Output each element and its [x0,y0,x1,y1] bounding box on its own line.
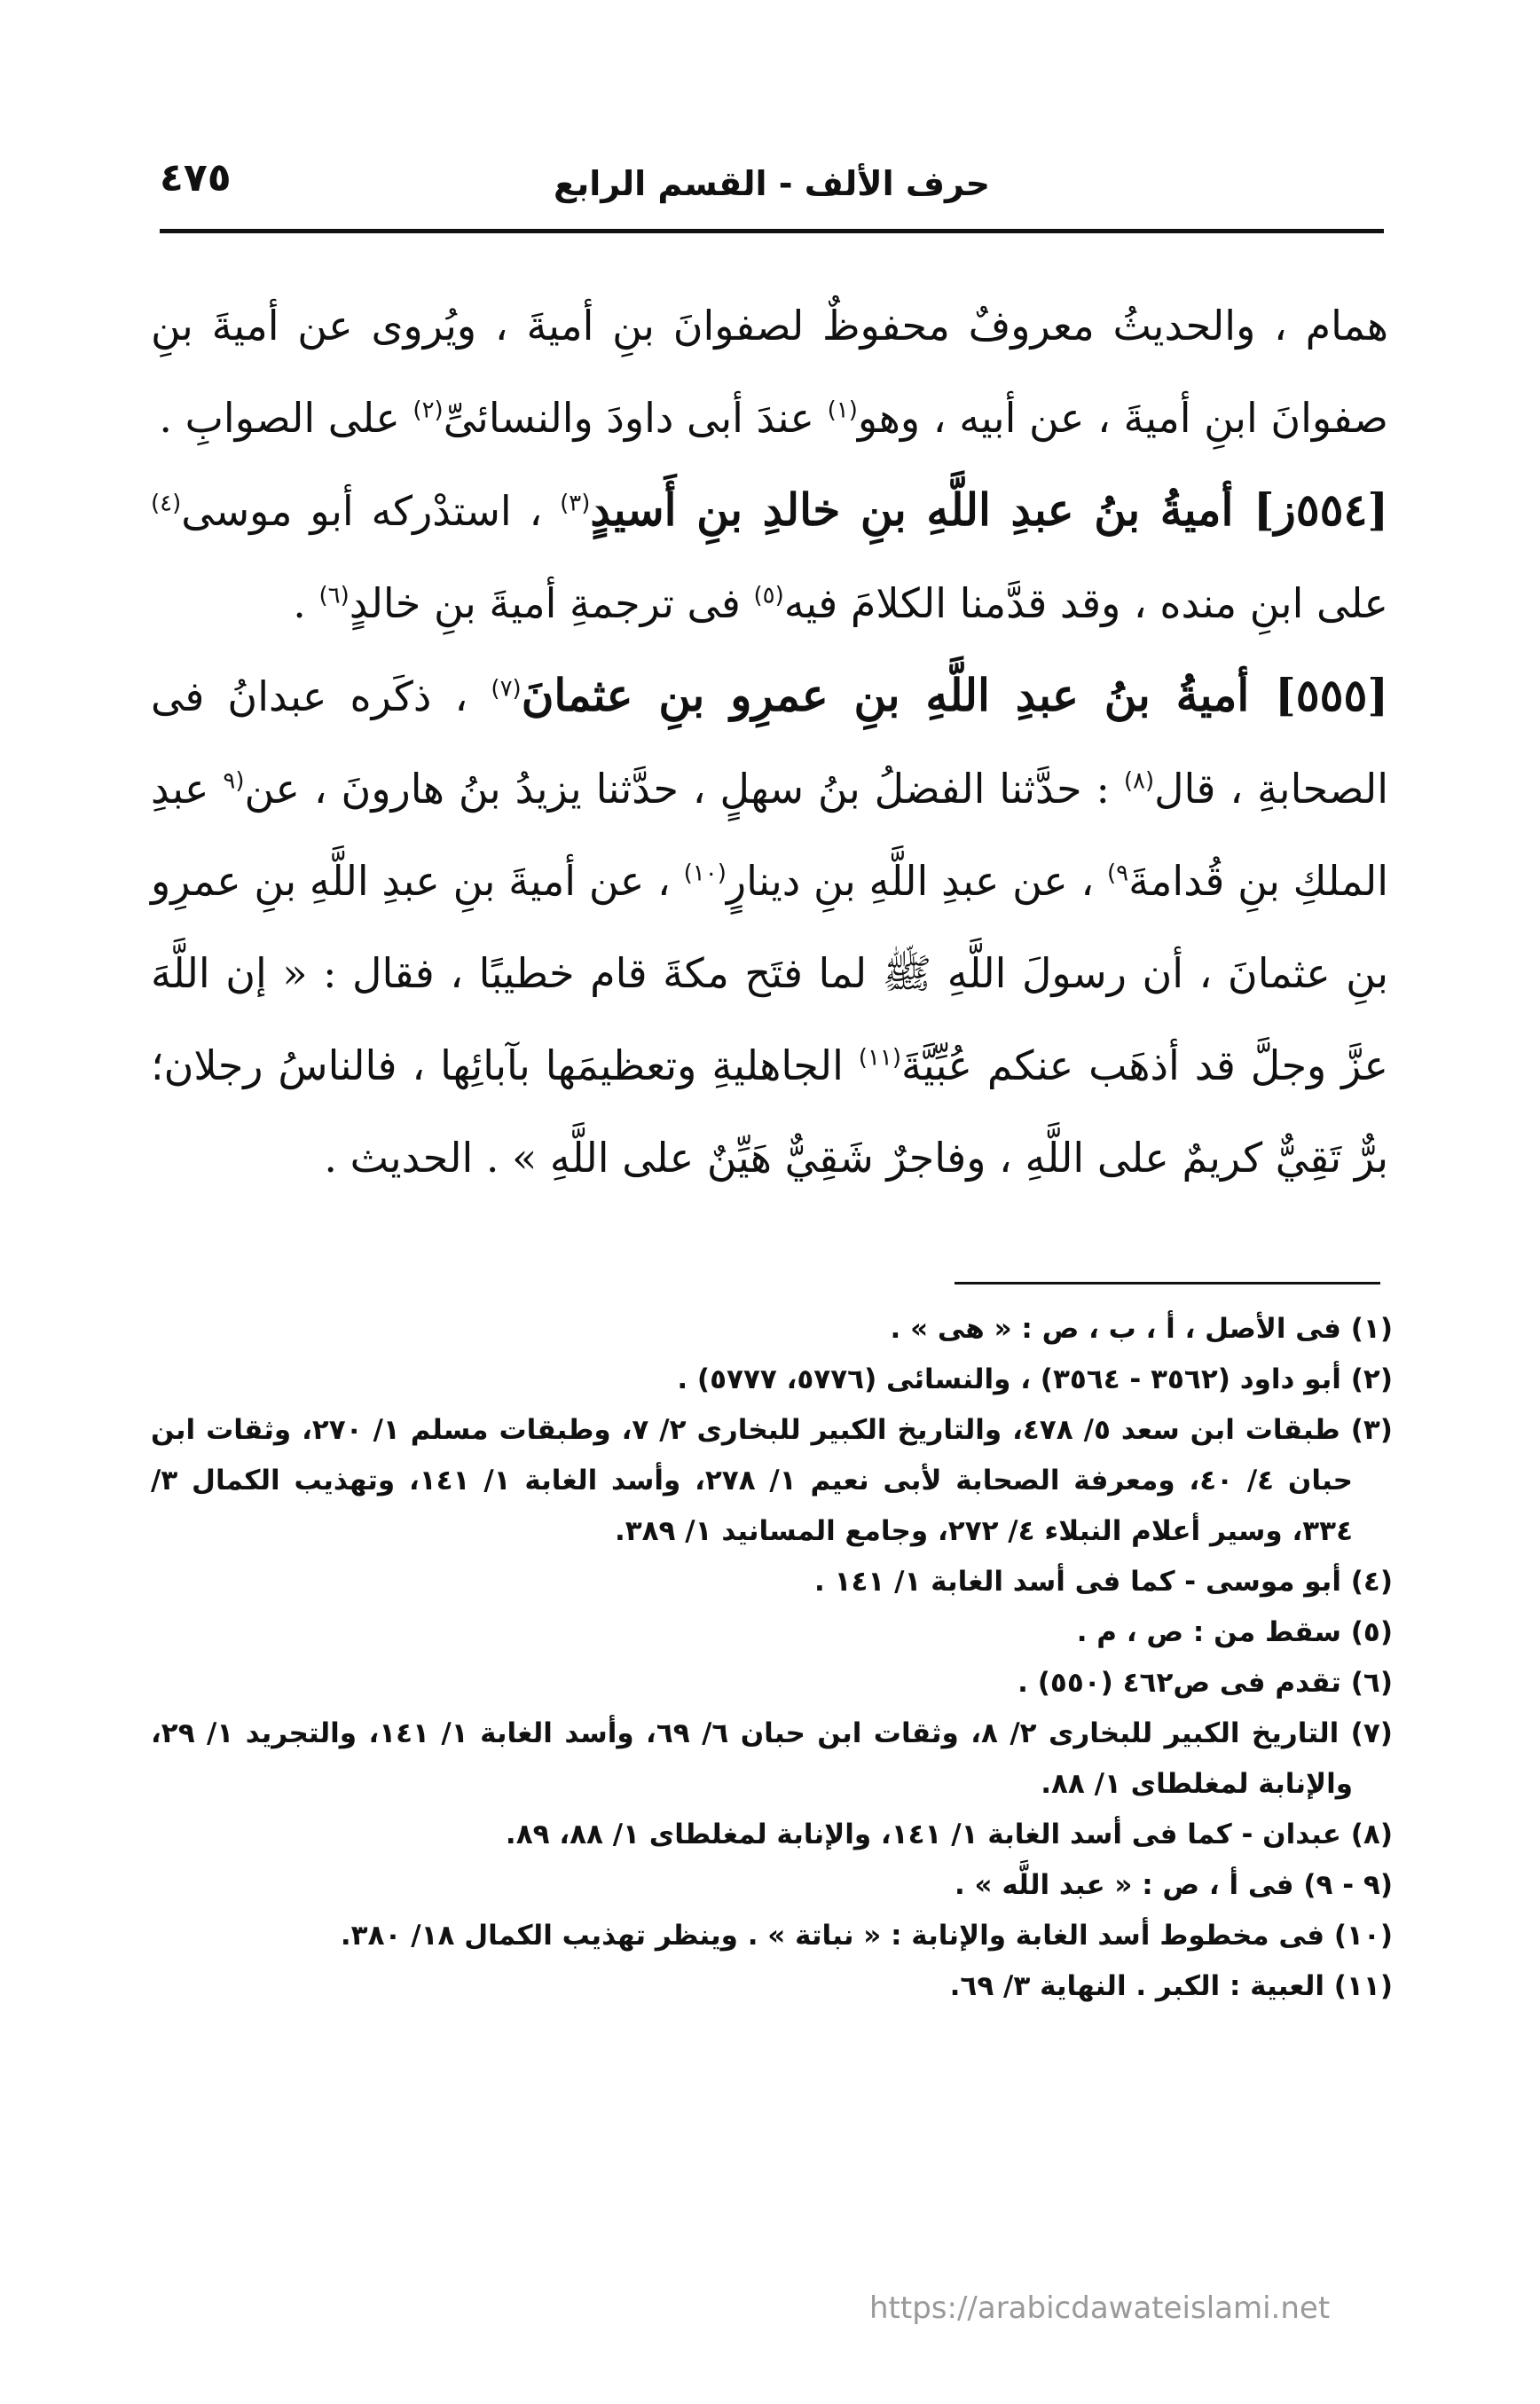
text-run: همام ، والحديثُ معروفٌ محفوظٌ لصفوانَ بنِ أميةَ ، ويُروى عن أميةَ بنِ صفوانَ ابنِ أميةَ ، عن أبيه ، وهو [151,302,1388,442]
running-header [160,155,1384,226]
text-run: الجاهليةِ وتعظيمَها بآبائِها ، فالناسُ رجلان؛ برٌّ تَقِيٌّ كريمٌ على اللَّهِ ، وفاجرٌ شَقِيٌّ هَيِّنٌ على اللَّهِ » . الحديث . [151,1041,1388,1182]
entry-554 [151,464,1388,649]
text-run: ، ذكَره عبدانُ فى الصحابةِ ، قال [151,672,1388,813]
footnote-9: (٩ - ٩) فى أ ، ص : « عبد اللَّه » . [954,1869,1393,1901]
footnote-7: (٧) التاريخ الكبير للبخارى ٢/ ٨، وثقات ابن حبان ٦/ ٦٩، وأسد الغابة ١/ ١٤١، والتجريد ١/ ٢٩، والإنابة لمغلطاى ١/ ٨٨. [151,1717,1393,1800]
footnote-ref[interactable]: (١١) [858,1044,902,1072]
text-run: ، استدْركه أبو موسى [181,487,561,535]
footnote-8: (٨) عبدان - كما فى أسد الغابة ١/ ١٤١، والإنابة لمغلطاى ١/ ٨٨، ٨٩. [505,1819,1393,1850]
watermark-url: https://arabicdawateislami.net [869,2290,1331,2326]
text-run: ، عن عبدِ اللَّهِ بنِ دينارٍ [726,857,1107,905]
footnote-ref[interactable]: (٧) [491,675,522,703]
entry-heading: [٥٥٥] أميةُ بنُ عبدِ اللَّهِ بنِ عمرِو بنِ عثمانَ [521,669,1388,721]
header-title: حرف الألف - القسم الرابع [554,164,990,203]
footnote-ref[interactable]: (١) [827,397,858,424]
footnote-1: (١) فى الأصل ، أ ، ب ، ص : « هى » . [890,1313,1393,1345]
footnote-4: (٤) أبو موسى - كما فى أسد الغابة ١/ ١٤١ . [813,1566,1393,1598]
footnote-ref[interactable]: (٢) [412,397,444,424]
header-rule [160,229,1384,233]
text-run: فى ترجمةِ أميةَ بنِ خالدٍ [349,579,754,627]
text-run: ، عن أميةَ بنِ عبدِ اللَّهِ بنِ عمرِو بنِ عثمانَ ، أن رسولَ اللَّهِ ﷺ لما فتَح مكةَ قام خطيبًا ، فقال : « إن اللَّهَ عزَّ وجلَّ قد أذهَب عنكم عُبِّيَّةَ [151,857,1388,1089]
page-number: ٤٧٥ [160,155,232,200]
footnote-ref[interactable]: (٩ [223,767,245,795]
text-run: عبدِ الملكِ بنِ قُدامةَ [151,765,1389,905]
footnote-10: (١٠) فى مخطوط أسد الغابة والإنابة : « نباتة » . وينظر تهذيب الكمال ١٨/ ٣٨٠. [340,1920,1393,1952]
text-run: عندَ أبى داودَ والنسائىِّ [443,394,828,442]
footnote-ref[interactable]: (١٠) [683,860,727,887]
footnote-3: (٣) طبقات ابن سعد ٥/ ٤٧٨، والتاريخ الكبير للبخارى ٢/ ٧، وطبقات مسلم ١/ ٢٧٠، وثقات ابن حبان ٤/ ٤٠، ومعرفة الصحابة لأبى نعيم ١/ ٢٧٨، وأسد الغابة ١/ ١٤١، وتهذيب الكمال ٣/ ٣٣٤، وسير أعلام النبلاء ٤/ ٢٧٢، وجامع المسانيد ١/ ٣٨٩. [151,1414,1393,1547]
footnote-ref[interactable]: (٣) [560,490,591,517]
footnote-rule [955,1282,1380,1284]
footnote-ref[interactable]: (٦) [318,582,350,609]
paragraph-intro [151,279,1388,464]
footnote-ref[interactable]: (٥) [753,582,784,609]
main-text [151,279,1388,1204]
footnote-11: (١١) العبية : الكبر . النهاية ٣/ ٦٩. [949,1970,1393,2002]
text-run: : حدَّثنا الفضلُ بنُ سهلٍ ، حدَّثنا يزيدُ بنُ هارونَ ، عن [244,765,1124,813]
entry-555 [151,649,1388,1204]
footnote-ref[interactable]: (٤) [151,490,182,517]
footnotes [151,1304,1393,2012]
footnote-ref[interactable]: (٨) [1123,767,1155,795]
text-run: على ابنِ منده ، وقد قدَّمنا الكلامَ فيه [783,579,1388,627]
footnote-2: (٢) أبو داود (٣٥٦٢ - ٣٥٦٤) ، والنسائى (٥٧٧٦، ٥٧٧٧) . [677,1363,1393,1395]
text-run: على الصوابِ . [159,394,413,442]
entry-heading: [٥٥٤ز] أميةُ بنُ عبدِ اللَّهِ بنِ خالدِ بنِ أَسيدٍ [590,483,1388,536]
footnote-5: (٥) سقط من : ص ، م . [1076,1616,1393,1648]
text-run: . [293,579,319,627]
footnote-ref[interactable]: ٩) [1106,860,1129,887]
footnote-6: (٦) تقدم فى ص٤٦٢ (٥٥٠) . [1018,1667,1393,1699]
